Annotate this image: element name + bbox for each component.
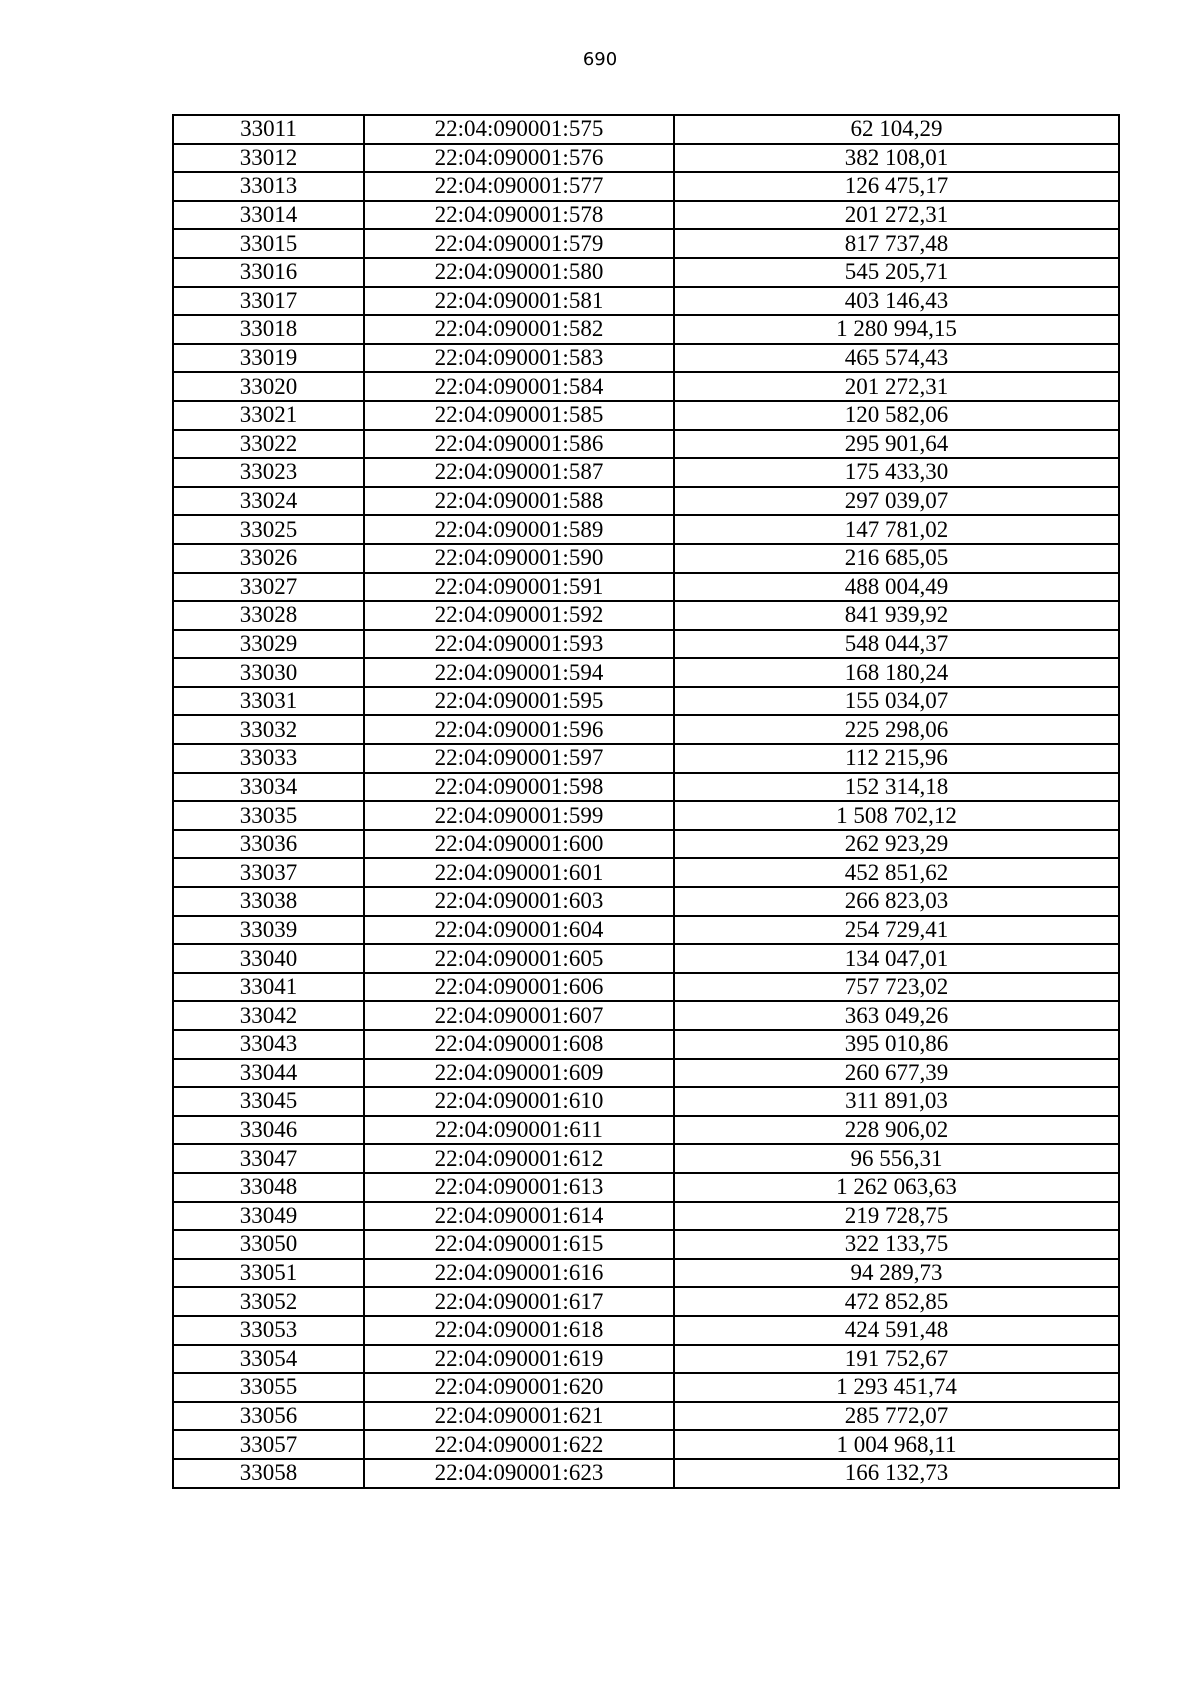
table-row [173,1001,1119,1030]
table-row [173,1287,1119,1316]
value-cell: 841 939,92 [674,601,1119,630]
row-number-cell: 33028 [173,601,364,630]
cadastral-number-cell: 22:04:090001:618 [364,1316,674,1345]
table-row [173,715,1119,744]
value-cell: 285 772,07 [674,1402,1119,1431]
table-row [173,1173,1119,1202]
row-number-cell: 33022 [173,430,364,459]
cadastral-number-cell: 22:04:090001:580 [364,258,674,287]
table-row [173,973,1119,1002]
value-cell: 297 039,07 [674,487,1119,516]
cadastral-number-cell: 22:04:090001:620 [364,1373,674,1402]
value-cell: 112 215,96 [674,744,1119,773]
table-row [173,258,1119,287]
table-body [173,115,1119,1488]
cadastral-number-cell: 22:04:090001:607 [364,1001,674,1030]
page-number: 690 [582,49,618,70]
value-cell: 403 146,43 [674,287,1119,316]
cadastral-number-cell: 22:04:090001:612 [364,1144,674,1173]
cadastral-number-cell: 22:04:090001:603 [364,887,674,916]
row-number-cell: 33019 [173,344,364,373]
cadastral-number-cell: 22:04:090001:598 [364,773,674,802]
value-cell: 488 004,49 [674,573,1119,602]
table-row [173,858,1119,887]
registry-table [172,114,1120,1489]
cadastral-number-cell: 22:04:090001:586 [364,430,674,459]
value-cell: 201 272,31 [674,201,1119,230]
table-row [173,1316,1119,1345]
row-number-cell: 33054 [173,1345,364,1374]
value-cell: 228 906,02 [674,1116,1119,1145]
cadastral-number-cell: 22:04:090001:615 [364,1230,674,1259]
value-cell: 548 044,37 [674,630,1119,659]
cadastral-number-cell: 22:04:090001:589 [364,515,674,544]
value-cell: 1 004 968,11 [674,1430,1119,1459]
table-row [173,229,1119,258]
row-number-cell: 33013 [173,172,364,201]
cadastral-number-cell: 22:04:090001:596 [364,715,674,744]
cadastral-number-cell: 22:04:090001:614 [364,1202,674,1231]
table-row [173,1144,1119,1173]
row-number-cell: 33030 [173,658,364,687]
table-row [173,1430,1119,1459]
value-cell: 225 298,06 [674,715,1119,744]
value-cell: 1 508 702,12 [674,801,1119,830]
row-number-cell: 33042 [173,1001,364,1030]
table-row [173,773,1119,802]
cadastral-number-cell: 22:04:090001:593 [364,630,674,659]
row-number-cell: 33032 [173,715,364,744]
cadastral-number-cell: 22:04:090001:590 [364,544,674,573]
table-row [173,1116,1119,1145]
table-row [173,1345,1119,1374]
cadastral-number-cell: 22:04:090001:604 [364,916,674,945]
table-row [173,1373,1119,1402]
row-number-cell: 33047 [173,1144,364,1173]
row-number-cell: 33052 [173,1287,364,1316]
table-row [173,916,1119,945]
table-row [173,630,1119,659]
row-number-cell: 33020 [173,372,364,401]
value-cell: 147 781,02 [674,515,1119,544]
row-number-cell: 33027 [173,573,364,602]
row-number-cell: 33039 [173,916,364,945]
value-cell: 395 010,86 [674,1030,1119,1059]
value-cell: 472 852,85 [674,1287,1119,1316]
table-row [173,515,1119,544]
table-row [173,1030,1119,1059]
row-number-cell: 33021 [173,401,364,430]
table-row [173,201,1119,230]
cadastral-number-cell: 22:04:090001:619 [364,1345,674,1374]
table-row [173,1459,1119,1488]
value-cell: 168 180,24 [674,658,1119,687]
cadastral-number-cell: 22:04:090001:599 [364,801,674,830]
row-number-cell: 33044 [173,1059,364,1088]
table-row [173,1230,1119,1259]
cadastral-number-cell: 22:04:090001:611 [364,1116,674,1145]
cadastral-number-cell: 22:04:090001:577 [364,172,674,201]
row-number-cell: 33017 [173,287,364,316]
table-row [173,1087,1119,1116]
cadastral-number-cell: 22:04:090001:588 [364,487,674,516]
row-number-cell: 33014 [173,201,364,230]
row-number-cell: 33057 [173,1430,364,1459]
cadastral-number-cell: 22:04:090001:585 [364,401,674,430]
table-row [173,115,1119,144]
row-number-cell: 33050 [173,1230,364,1259]
value-cell: 363 049,26 [674,1001,1119,1030]
row-number-cell: 33051 [173,1259,364,1288]
row-number-cell: 33024 [173,487,364,516]
cadastral-number-cell: 22:04:090001:575 [364,115,674,144]
cadastral-number-cell: 22:04:090001:600 [364,830,674,859]
row-number-cell: 33026 [173,544,364,573]
value-cell: 757 723,02 [674,973,1119,1002]
table-row [173,144,1119,173]
cadastral-number-cell: 22:04:090001:583 [364,344,674,373]
table-row [173,887,1119,916]
cadastral-number-cell: 22:04:090001:608 [364,1030,674,1059]
table-row [173,744,1119,773]
row-number-cell: 33025 [173,515,364,544]
cadastral-number-cell: 22:04:090001:592 [364,601,674,630]
table-row [173,1202,1119,1231]
table-row [173,573,1119,602]
value-cell: 545 205,71 [674,258,1119,287]
cadastral-number-cell: 22:04:090001:605 [364,944,674,973]
cadastral-number-cell: 22:04:090001:601 [364,858,674,887]
value-cell: 155 034,07 [674,687,1119,716]
row-number-cell: 33018 [173,315,364,344]
row-number-cell: 33016 [173,258,364,287]
row-number-cell: 33034 [173,773,364,802]
cadastral-number-cell: 22:04:090001:597 [364,744,674,773]
table-row [173,1402,1119,1431]
table-row [173,372,1119,401]
row-number-cell: 33011 [173,115,364,144]
cadastral-number-cell: 22:04:090001:616 [364,1259,674,1288]
table-row [173,315,1119,344]
cadastral-number-cell: 22:04:090001:581 [364,287,674,316]
table-row [173,658,1119,687]
cadastral-number-cell: 22:04:090001:579 [364,229,674,258]
row-number-cell: 33038 [173,887,364,916]
cadastral-number-cell: 22:04:090001:595 [364,687,674,716]
value-cell: 126 475,17 [674,172,1119,201]
cadastral-number-cell: 22:04:090001:587 [364,458,674,487]
row-number-cell: 33055 [173,1373,364,1402]
row-number-cell: 33058 [173,1459,364,1488]
row-number-cell: 33041 [173,973,364,1002]
cadastral-number-cell: 22:04:090001:576 [364,144,674,173]
value-cell: 191 752,67 [674,1345,1119,1374]
value-cell: 254 729,41 [674,916,1119,945]
cadastral-number-cell: 22:04:090001:609 [364,1059,674,1088]
cadastral-number-cell: 22:04:090001:594 [364,658,674,687]
table-row [173,172,1119,201]
table-row [173,401,1119,430]
value-cell: 260 677,39 [674,1059,1119,1088]
value-cell: 465 574,43 [674,344,1119,373]
table-row [173,458,1119,487]
value-cell: 452 851,62 [674,858,1119,887]
table-row [173,430,1119,459]
value-cell: 424 591,48 [674,1316,1119,1345]
row-number-cell: 33023 [173,458,364,487]
row-number-cell: 33031 [173,687,364,716]
cadastral-number-cell: 22:04:090001:582 [364,315,674,344]
value-cell: 311 891,03 [674,1087,1119,1116]
value-cell: 120 582,06 [674,401,1119,430]
value-cell: 175 433,30 [674,458,1119,487]
cadastral-number-cell: 22:04:090001:623 [364,1459,674,1488]
value-cell: 1 262 063,63 [674,1173,1119,1202]
table-row [173,687,1119,716]
table-row [173,1259,1119,1288]
cadastral-number-cell: 22:04:090001:578 [364,201,674,230]
row-number-cell: 33035 [173,801,364,830]
row-number-cell: 33033 [173,744,364,773]
row-number-cell: 33048 [173,1173,364,1202]
value-cell: 216 685,05 [674,544,1119,573]
cadastral-number-cell: 22:04:090001:610 [364,1087,674,1116]
value-cell: 817 737,48 [674,229,1119,258]
cadastral-number-cell: 22:04:090001:591 [364,573,674,602]
row-number-cell: 33045 [173,1087,364,1116]
row-number-cell: 33046 [173,1116,364,1145]
row-number-cell: 33049 [173,1202,364,1231]
value-cell: 152 314,18 [674,773,1119,802]
value-cell: 201 272,31 [674,372,1119,401]
row-number-cell: 33040 [173,944,364,973]
value-cell: 166 132,73 [674,1459,1119,1488]
row-number-cell: 33015 [173,229,364,258]
table-row [173,1059,1119,1088]
row-number-cell: 33036 [173,830,364,859]
value-cell: 295 901,64 [674,430,1119,459]
table-row [173,801,1119,830]
row-number-cell: 33029 [173,630,364,659]
value-cell: 96 556,31 [674,1144,1119,1173]
value-cell: 382 108,01 [674,144,1119,173]
value-cell: 262 923,29 [674,830,1119,859]
cadastral-number-cell: 22:04:090001:584 [364,372,674,401]
table-row [173,544,1119,573]
cadastral-number-cell: 22:04:090001:617 [364,1287,674,1316]
row-number-cell: 33012 [173,144,364,173]
row-number-cell: 33053 [173,1316,364,1345]
table-row [173,830,1119,859]
table-row [173,601,1119,630]
table-row [173,944,1119,973]
cadastral-number-cell: 22:04:090001:606 [364,973,674,1002]
value-cell: 62 104,29 [674,115,1119,144]
cadastral-number-cell: 22:04:090001:622 [364,1430,674,1459]
table-row [173,344,1119,373]
table-row [173,487,1119,516]
value-cell: 266 823,03 [674,887,1119,916]
value-cell: 1 280 994,15 [674,315,1119,344]
value-cell: 94 289,73 [674,1259,1119,1288]
table-row [173,287,1119,316]
cadastral-number-cell: 22:04:090001:621 [364,1402,674,1431]
value-cell: 219 728,75 [674,1202,1119,1231]
row-number-cell: 33037 [173,858,364,887]
value-cell: 322 133,75 [674,1230,1119,1259]
value-cell: 134 047,01 [674,944,1119,973]
row-number-cell: 33043 [173,1030,364,1059]
row-number-cell: 33056 [173,1402,364,1431]
cadastral-number-cell: 22:04:090001:613 [364,1173,674,1202]
value-cell: 1 293 451,74 [674,1373,1119,1402]
